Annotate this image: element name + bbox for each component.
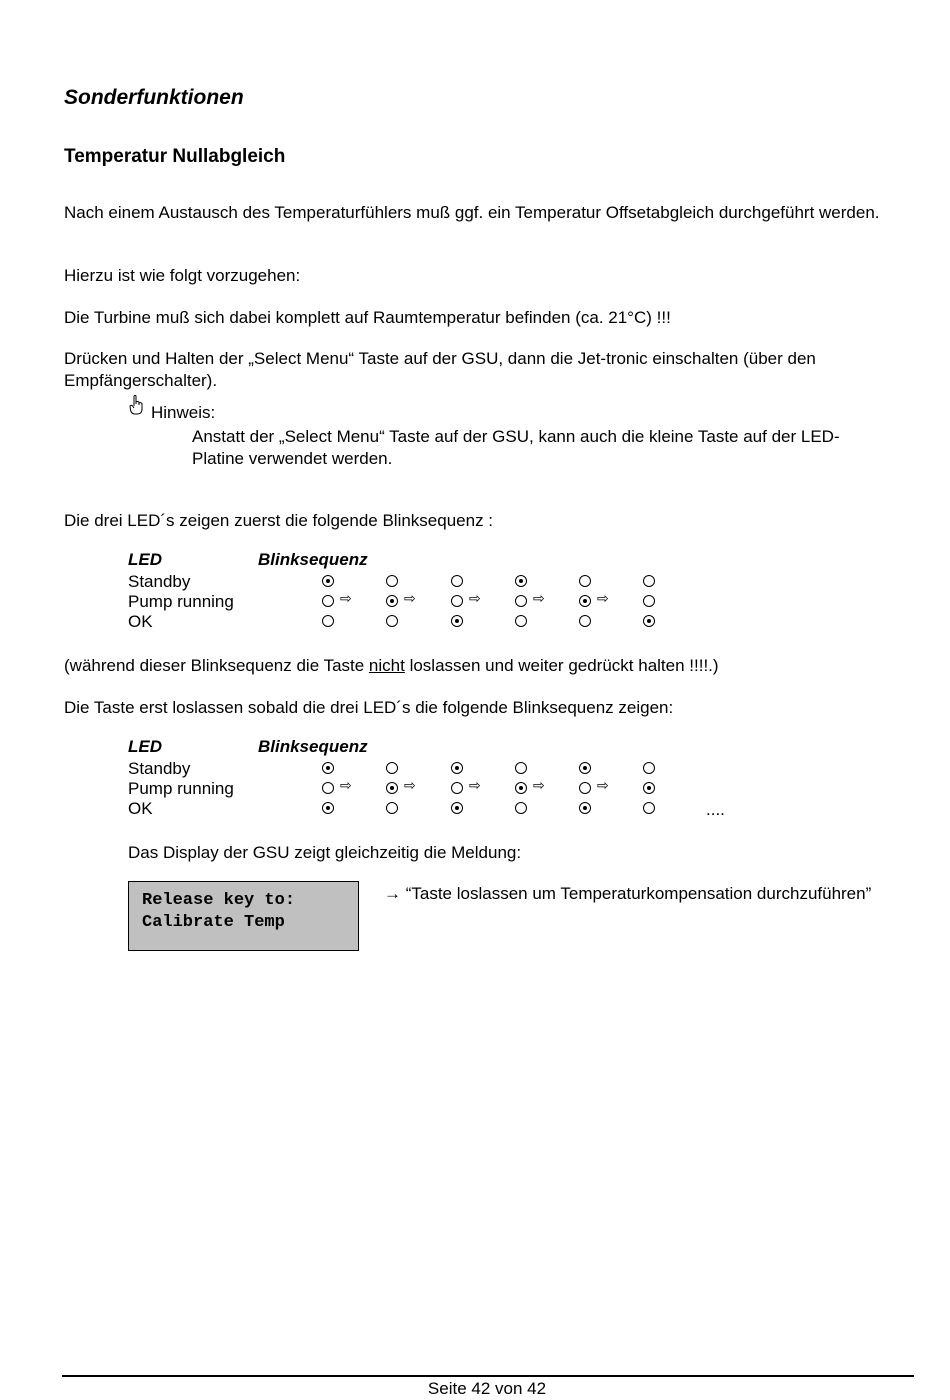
display-line-2: Calibrate Temp	[142, 913, 285, 932]
led-on-icon	[515, 572, 555, 592]
led-off-icon	[643, 592, 683, 612]
footer-divider	[62, 1375, 914, 1377]
paragraph-blink-intro: Die drei LED´s zeigen zuerst die folgende Blinksequenz :	[64, 511, 494, 530]
next-arrow-icon: ⇨	[469, 590, 481, 606]
paragraph-intro: Nach einem Austausch des Temperaturfühlers muß ggf. ein Temperatur Offsetabgleich durchgeführt werden.	[64, 203, 880, 222]
led-off-icon	[451, 572, 491, 592]
table-header-led: LED	[128, 737, 162, 756]
paragraph-release-intro: Die Taste erst loslassen sobald die drei LED´s die folgende Blinksequenz zeigen:	[64, 698, 674, 717]
led-off-icon	[643, 572, 683, 592]
next-arrow-icon: ⇨	[469, 777, 481, 793]
led-off-icon	[386, 799, 426, 819]
led-off-icon	[515, 612, 555, 632]
led-off-icon	[643, 799, 683, 819]
next-arrow-icon: ⇨	[340, 590, 352, 606]
led-on-icon	[579, 592, 619, 612]
next-arrow-icon: ⇨	[533, 777, 545, 793]
led-off-icon	[451, 779, 491, 799]
next-arrow-icon: ⇨	[340, 777, 352, 793]
paragraph-display: Das Display der GSU zeigt gleichzeitig die Meldung:	[128, 843, 522, 862]
led-off-icon	[515, 799, 555, 819]
led-off-icon	[386, 572, 426, 592]
table-header-led: LED	[128, 550, 162, 569]
led-on-icon	[322, 572, 362, 592]
gsu-display	[128, 881, 359, 951]
page-number: Seite 42 von 42	[427, 1379, 547, 1398]
table-header-blinksequenz: Blinksequenz	[258, 550, 368, 569]
led-off-icon	[386, 759, 426, 779]
led-off-icon	[643, 759, 683, 779]
hint-label: Hinweis:	[151, 403, 216, 422]
next-arrow-icon: ⇨	[404, 590, 416, 606]
led-on-icon	[451, 759, 491, 779]
led-off-icon	[322, 779, 362, 799]
hold-note-text-a: (während dieser Blinksequenz die Taste	[64, 656, 369, 675]
led-label: Standby	[128, 572, 191, 591]
led-off-icon	[579, 572, 619, 592]
led-off-icon	[451, 592, 491, 612]
led-off-icon	[515, 759, 555, 779]
led-on-icon	[579, 799, 619, 819]
paragraph-procedure: Hierzu ist wie folgt vorzugehen:	[64, 266, 301, 285]
led-on-icon	[322, 799, 362, 819]
hint-text: Anstatt der „Select Menu“ Taste auf der GSU, kann auch die kleine Taste auf der LED-Platine verwendet werden.	[192, 427, 840, 468]
led-on-icon	[579, 759, 619, 779]
display-translation: → “Taste loslassen um Temperaturkompensation durchzuführen”	[384, 884, 872, 903]
paragraph-temperature: Die Turbine muß sich dabei komplett auf Raumtemperatur befinden (ca. 21°C) !!!	[64, 308, 671, 327]
led-on-icon	[643, 612, 683, 632]
next-arrow-icon: ⇨	[533, 590, 545, 606]
led-on-icon	[386, 779, 426, 799]
led-on-icon	[451, 612, 491, 632]
page-title: Sonderfunktionen	[64, 86, 244, 109]
hold-note-emphasis: nicht	[368, 656, 405, 675]
led-label: OK	[128, 799, 153, 818]
next-arrow-icon: ⇨	[597, 777, 609, 793]
led-off-icon	[386, 612, 426, 632]
display-line-1: Release key to:	[142, 891, 296, 910]
next-arrow-icon: ⇨	[404, 777, 416, 793]
led-on-icon	[643, 779, 683, 799]
led-on-icon	[386, 592, 426, 612]
sequence-ellipsis: ....	[706, 800, 725, 819]
led-off-icon	[322, 592, 362, 612]
led-label: OK	[128, 612, 153, 631]
paragraph-press-hold: Drücken und Halten der „Select Menu“ Taste auf der GSU, dann die Jet-tronic einschalten (über den Empfängerschalter).	[64, 349, 816, 390]
led-on-icon	[515, 779, 555, 799]
led-label: Pump running	[128, 779, 234, 798]
led-on-icon	[451, 799, 491, 819]
led-on-icon	[322, 759, 362, 779]
led-off-icon	[579, 612, 619, 632]
next-arrow-icon: ⇨	[597, 590, 609, 606]
led-label: Pump running	[128, 592, 234, 611]
led-off-icon	[322, 612, 362, 632]
led-off-icon	[579, 779, 619, 799]
pointing-hand-icon	[128, 395, 144, 415]
led-label: Standby	[128, 759, 191, 778]
table-header-blinksequenz: Blinksequenz	[258, 737, 368, 756]
hold-note-text-b: loslassen und weiter gedrückt halten !!!!.)	[404, 656, 719, 675]
section-title: Temperatur Nullabgleich	[64, 146, 286, 167]
paragraph-hold-note	[64, 655, 884, 677]
led-off-icon	[515, 592, 555, 612]
